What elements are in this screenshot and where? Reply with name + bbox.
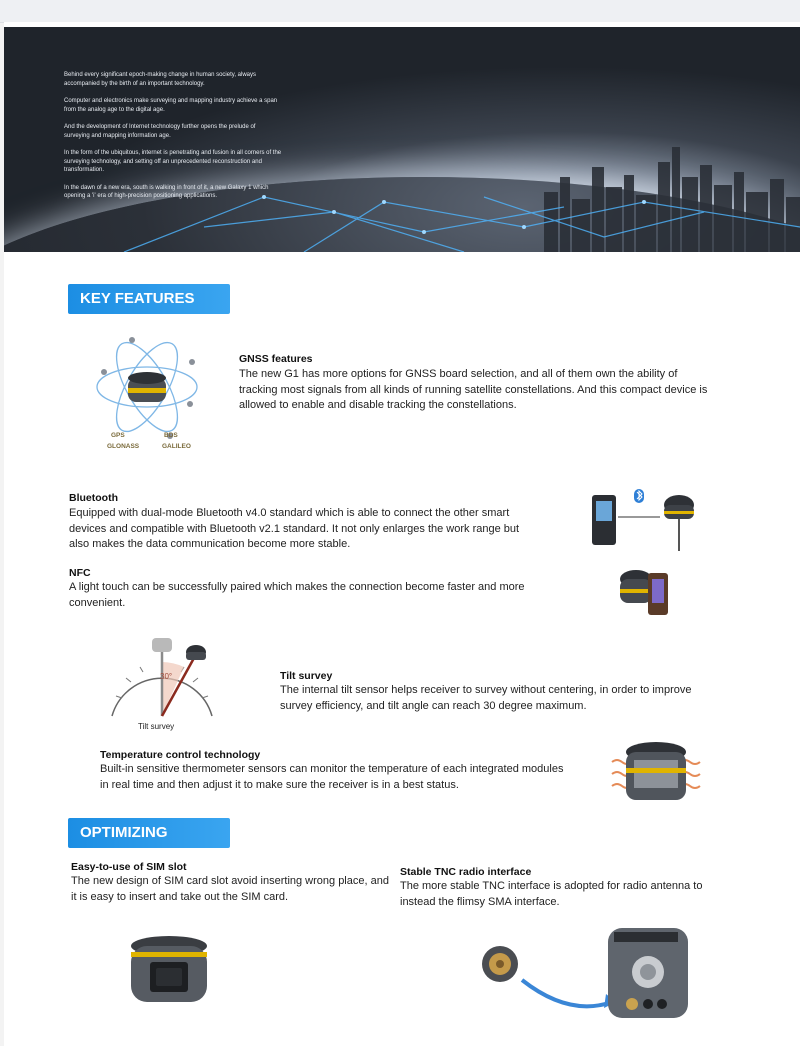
tnc-text: The more stable TNC interface is adopted for radio antenna to instead the flimsy SMA interface. [400, 880, 703, 908]
temperature-receiver-illustration [610, 738, 702, 810]
bluetooth-text: Equipped with dual-mode Bluetooth v4.0 standard which is able to connect the other smart devices and compatible with Bluetooth v2.1 standard. It not only enlarges the work range but also makes the data communication become more stable. [69, 507, 520, 550]
nfc-pairing-illustration [614, 565, 674, 623]
tilt-caption: Tilt survey [138, 722, 175, 731]
nfc-text: A light touch can be successfully paired which makes the connection become faster and more convenient. [69, 581, 525, 609]
banner-intro-text [64, 71, 282, 210]
glonass-label: GLONASS [107, 443, 140, 450]
tilt-title: Tilt survey [280, 670, 333, 682]
nfc-title: NFC [69, 567, 91, 579]
bluetooth-connection-illustration [588, 487, 703, 553]
gnss-text: The new G1 has more options for GNSS board selection, and all of them own the ability of tracking most signals from all kinds of running satellite constellations. And this compact device is allowed to enable and disable tracking the constellations. [239, 368, 708, 411]
optimizing-heading: OPTIMIZING [68, 818, 230, 848]
temperature-title: Temperature control technology [100, 749, 261, 761]
sim-title: Easy-to-use of SIM slot [71, 861, 187, 873]
banner-paragraph: In the dawn of a new era, south is walking in front of it, a new Galaxy 1 which opening a 'i' era of high-precision positioning applications. [64, 184, 269, 199]
bds-label: BDS [164, 432, 178, 439]
banner-paragraph: Computer and electronics make surveying and mapping industry achieve a span from the analog age to the digital age. [64, 98, 278, 113]
gnss-title: GNSS features [239, 353, 313, 365]
banner-paragraph: In the form of the ubiquitous, internet is penetrating and fusion in all corners of the surveying technology, and setting off an unprecedented reconstruction and transformation. [64, 150, 282, 173]
gnss-orbit-illustration [92, 332, 202, 442]
tnc-title: Stable TNC radio interface [400, 866, 532, 878]
temperature-text: Built-in sensitive thermometer sensors can monitor the temperature of each integrated modules in real time and then adjust it to make sure the receiver is in a best status. [100, 763, 564, 791]
sim-slot-illustration [124, 934, 214, 1014]
bluetooth-title: Bluetooth [69, 492, 118, 504]
banner-paragraph: And the development of Internet technology further opens the prelude of surveying and mapping information age. [64, 124, 256, 139]
gps-label: GPS [111, 432, 125, 439]
sim-text: The new design of SIM card slot avoid inserting wrong place, and it is easy to insert and take out the SIM card. [71, 875, 389, 903]
tilt-text: The internal tilt sensor helps receiver to survey without centering, in order to improve survey efficiency, and tilt angle can reach 30 degree maximum. [280, 684, 692, 712]
galileo-label: GALILEO [162, 443, 191, 450]
tilt-angle-label: 30° [160, 672, 173, 681]
tnc-interface-illustration [474, 922, 694, 1022]
hero-banner [4, 27, 800, 252]
banner-paragraph: Behind every significant epoch-making change in human society, always accompanied by the birth of an important technology. [64, 72, 256, 87]
key-features-heading: KEY FEATURES [68, 284, 230, 314]
brochure-page [4, 22, 800, 1046]
browser-top-bar [0, 0, 800, 23]
